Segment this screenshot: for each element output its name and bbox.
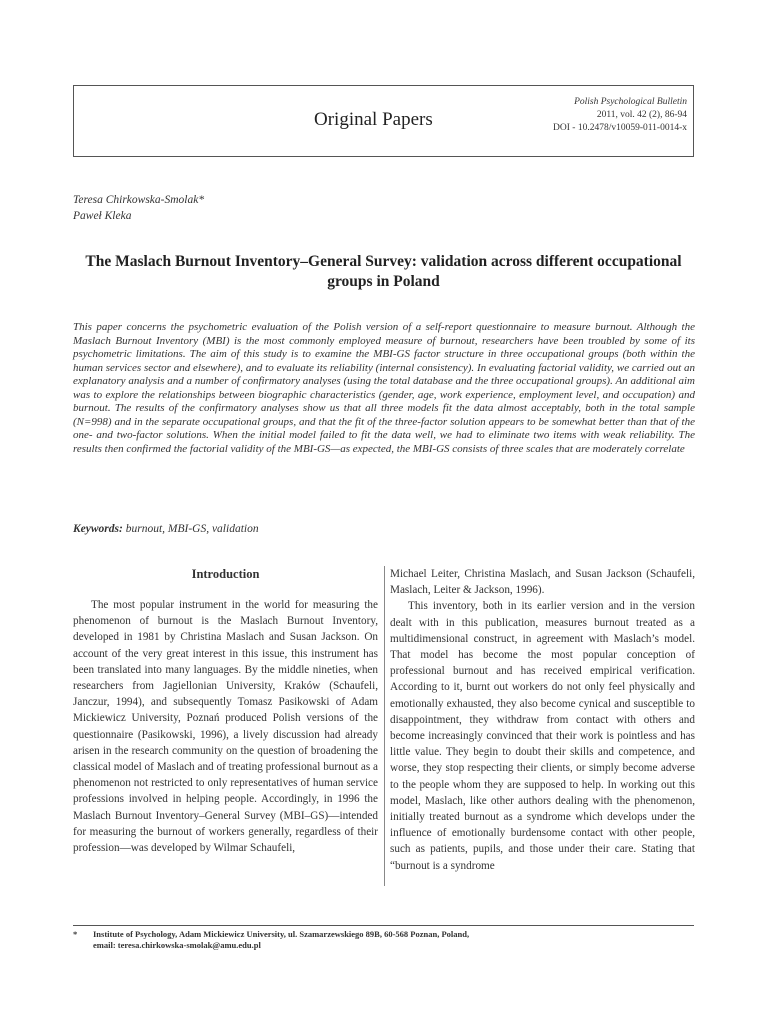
abstract: This paper concerns the psychometric evaluation of the Polish version of a self-report questionnaire to measure burnout. Although the Maslach Burnout Inventory (MBI) is the most commonly employed measure of burnout, researchers have been troubled by some of its psychometric limitations. The aim of this study is to examine the MBI-GS factor structure in three occupational groups (both within the human services sector and elsewhere), and to evaluate its reliability (internal consistency). In evaluating factorial validity, we carried out an explanatory analysis and a number of confirmatory analyses (using the total database and the three occupational groups). An additional aim was to explore the relationships between biographic characteristics (gender, age, work experience, employment level, and occupation) and burnout. The results of the confirmatory analyses show us that all three models fit the data almost acceptably, both in the total sample (N=998) and in the separate occupational groups, and that the fit of the three-factor solution appears to be somewhat better than that of the one- and two-factor solutions. When the initial model failed to fit the data well, we had to eliminate two items with weak reliability. The results then confirmed the factorial validity of the MBI-GS—as expected, the MBI-GS consists of three scales that are moderately correlate: [73, 321, 695, 455]
journal-meta: [553, 96, 687, 135]
introduction-heading: Introduction: [191, 567, 260, 581]
volume-pages: 2011, vol. 42 (2), 86-94: [596, 110, 687, 120]
intro-paragraph-2: This inventory, both in its earlier version and in the version dealt with in this publication, measures burnout treated as a multidimensional construct, in agreement with Maslach’s model. That model has become the most popular conception of professional burnout and has received empirical verification. According to it, burnt out workers do not only feel physically and emotionally exhausted, they also become cynical and susceptible to disappointment, they withdraw from contact with others and become increasingly convinced that their work is pointless and has little value. They begin to doubt their skills and competence, and worse, they stop respecting their clients, or simply become adverse to the people whom they are supposed to help. In working out this model, Maslach, like other authors dealing with the phenomenon, initially treated burnout as a syndrome which develops under the influence of emotionally burdensome contact with other people, such as patients, pupils, and those under their care. Stating that “burnout is a syndrome: [390, 600, 695, 872]
keywords-text: burnout, MBI-GS, validation: [125, 523, 259, 535]
paper-title: The Maslach Burnout Inventory–General Survey: validation across different occupational groups in Poland: [85, 253, 682, 290]
author-2: Paweł Kleka: [73, 210, 132, 222]
author-1: Teresa Chirkowska-Smolak*: [73, 194, 205, 206]
intro-paragraph-continuation: Michael Leiter, Christina Maslach, and Susan Jackson (Schaufeli, Maslach, Leiter & Jackson, 1996).: [390, 568, 695, 597]
author-list: [73, 192, 204, 224]
left-column: [73, 566, 378, 856]
journal-name: Polish Psychological Bulletin: [574, 97, 687, 107]
journal-header-box: [73, 85, 694, 157]
doi: DOI - 10.2478/v10059-011-0014-x: [553, 123, 687, 133]
right-column: [390, 566, 695, 874]
footnote: [73, 929, 694, 951]
intro-paragraph-1: The most popular instrument in the world for measuring the phenomenon of burnout is the Maslach Burnout Inventory, developed in 1981 by Christina Maslach and Susan Jackson. On account of the very great interest in this issue, this instrument has been translated into many languages. By the middle nineties, when researchers from Jagiellonian University, Kraków (Schaufeli, Janczur, 1994), and subsequently Tomasz Pasikowski of Adam Mickiewicz University, Poznań produced Polish versions of the questionnaire (Pasikowski, 1996), a lively discussion had already arisen in the research community on the question of broadening the classical model of Maslach and of treating professional burnout as a phenomenon not restricted to only representatives of human service professions involved in helping people. Accordingly, in 1996 the Maslach Burnout Inventory–General Survey (MBI–GS)—intended for measuring the burnout of workers generally, regardless of their profession—was developed by Wilmar Schaufeli,: [73, 599, 378, 855]
footnote-affiliation: Institute of Psychology, Adam Mickiewicz University, ul. Szamarzewskiego 89B, 60-568 Poznan, Poland,: [93, 929, 470, 939]
footnote-divider: [73, 925, 694, 926]
keywords-label: Keywords:: [73, 523, 123, 535]
keywords: [73, 523, 259, 535]
footnote-mark: *: [73, 929, 78, 939]
footnote-email: email: teresa.chirkowska-smolak@amu.edu.pl: [93, 940, 261, 950]
section-label: Original Papers: [314, 109, 433, 130]
column-divider: [384, 566, 385, 886]
